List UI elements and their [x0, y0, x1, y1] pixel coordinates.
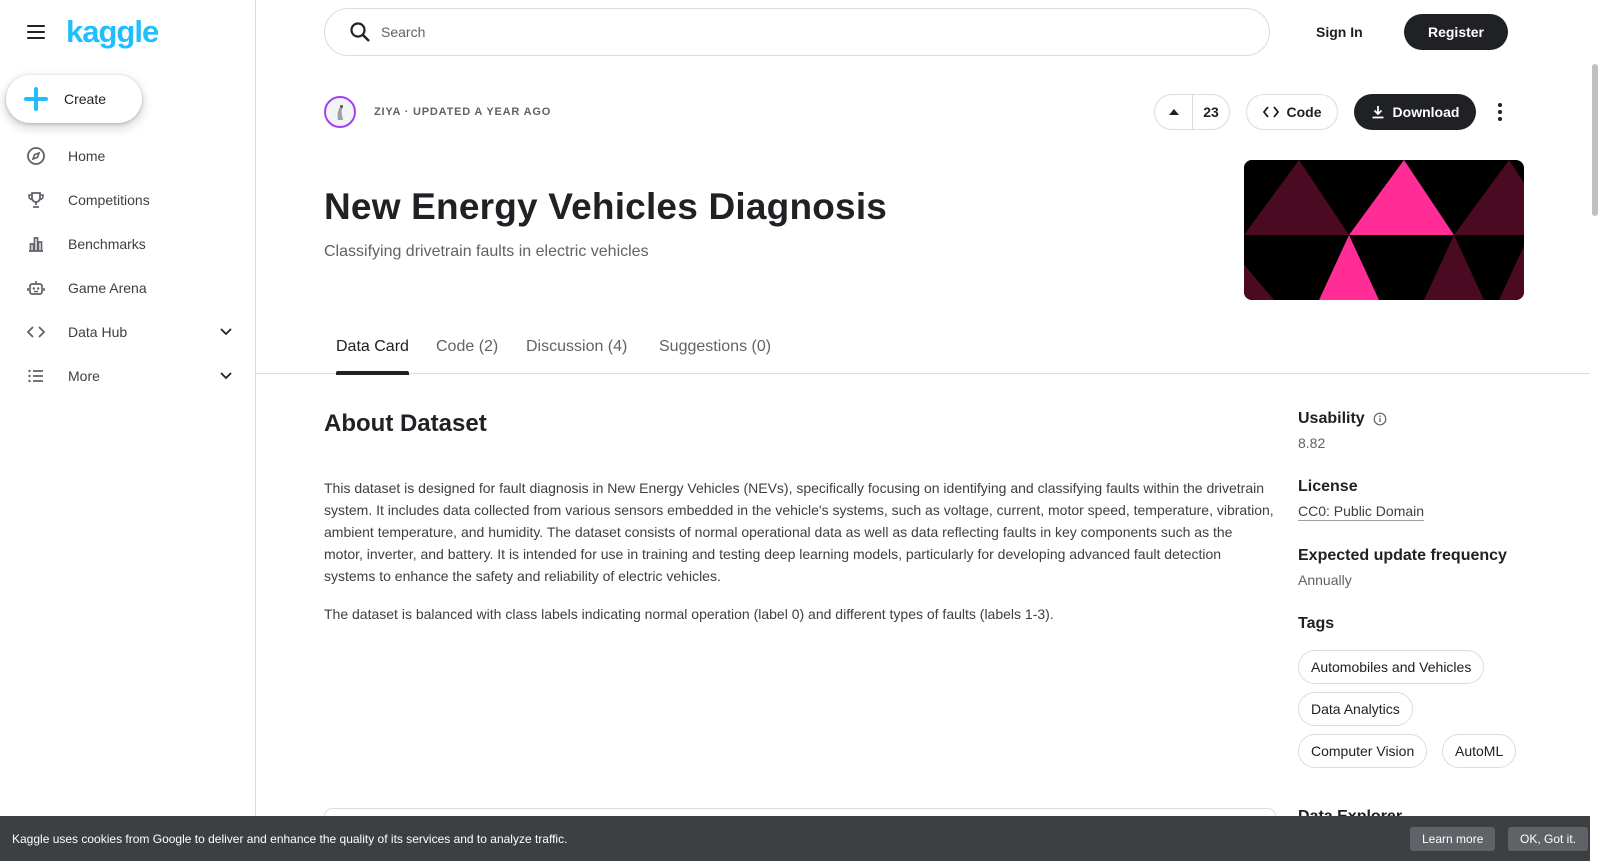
cover-pattern — [1244, 160, 1524, 300]
about-description — [324, 477, 1274, 641]
download-button[interactable] — [1354, 94, 1476, 130]
sidebar-item-competitions[interactable] — [0, 178, 256, 222]
frequency-label: Expected update frequency — [1298, 547, 1507, 564]
usability-value: 8.82 — [1298, 435, 1326, 451]
sidebar-header — [24, 14, 158, 50]
avatar[interactable] — [324, 96, 356, 128]
scrollbar[interactable] — [1590, 0, 1600, 861]
search-input[interactable] — [381, 24, 1181, 40]
sidebar-item-label: Benchmarks — [68, 236, 146, 252]
cookie-banner — [0, 816, 1590, 861]
license-link[interactable]: CC0: Public Domain — [1298, 503, 1425, 519]
sidebar-item-label: Data Hub — [68, 324, 128, 340]
list-icon — [26, 366, 46, 386]
hamburger-menu-icon[interactable] — [24, 20, 48, 44]
code-icon — [1263, 106, 1279, 118]
upvote-button[interactable] — [1155, 95, 1193, 129]
sidebar-item-home[interactable] — [0, 134, 256, 178]
vote-count: 23 — [1203, 104, 1219, 120]
page-title: New Energy Vehicles Diagnosis — [324, 186, 888, 227]
search-bar[interactable] — [324, 8, 1270, 56]
tab-code[interactable]: Code (2) — [436, 338, 499, 355]
info-icon[interactable] — [1373, 412, 1387, 426]
tags-label: Tags — [1298, 615, 1335, 632]
compass-icon — [26, 146, 46, 166]
more-options-icon[interactable] — [1488, 96, 1512, 128]
sidebar-item-label: Home — [68, 148, 106, 164]
upvote-control — [1154, 94, 1230, 130]
sidebar-item-more[interactable] — [0, 354, 256, 398]
tag-chip[interactable]: AutoML — [1442, 734, 1516, 768]
dataset-cover-image — [1244, 160, 1524, 300]
robot-icon — [26, 278, 46, 298]
chevron-down-icon[interactable] — [218, 368, 234, 384]
tab-data-card[interactable]: Data Card — [336, 338, 409, 374]
learn-more-button[interactable]: Learn more — [1410, 827, 1495, 851]
usability-label: Usability — [1298, 410, 1365, 427]
bar-chart-icon — [26, 234, 46, 254]
author-row — [324, 96, 551, 128]
tab-suggestions[interactable]: Suggestions (0) — [659, 338, 772, 355]
frequency-value: Annually — [1298, 572, 1352, 588]
download-button-label: Download — [1392, 104, 1460, 120]
sign-in-button[interactable]: Sign In — [1316, 24, 1363, 40]
usability-heading — [1298, 410, 1387, 428]
kaggle-logo[interactable]: kaggle — [66, 14, 159, 49]
download-icon — [1371, 105, 1385, 119]
code-icon — [26, 322, 46, 342]
tag-chip[interactable]: Data Analytics — [1298, 692, 1413, 726]
tag-chip[interactable]: Computer Vision — [1298, 734, 1427, 768]
sidebar-item-label: Game Arena — [68, 280, 147, 296]
code-button[interactable] — [1246, 94, 1338, 130]
scrollbar-thumb[interactable] — [1592, 64, 1598, 216]
sidebar-item-data-hub[interactable] — [0, 310, 256, 354]
license-label: License — [1298, 478, 1358, 495]
search-icon — [349, 21, 371, 43]
trophy-icon — [26, 190, 46, 210]
create-label: Create — [64, 91, 107, 107]
tab-bar — [256, 330, 1590, 374]
about-heading: About Dataset — [324, 410, 487, 437]
ok-got-it-button[interactable]: OK, Got it. — [1508, 827, 1588, 851]
page-subtitle: Classifying drivetrain faults in electric vehicles — [324, 243, 649, 260]
cookie-text: Kaggle uses cookies from Google to deliver and enhance the quality of its services and to analyze traffic. — [12, 831, 568, 846]
sidebar-nav — [0, 134, 256, 398]
tab-discussion[interactable]: Discussion (4) — [526, 338, 628, 355]
sidebar-item-game-arena[interactable] — [0, 266, 256, 310]
caret-up-icon — [1168, 108, 1180, 116]
create-button[interactable] — [6, 75, 142, 123]
plus-icon — [24, 87, 48, 111]
about-paragraph: This dataset is designed for fault diagnosis in New Energy Vehicles (NEVs), specifically focusing on identifying and classifying faults within the drivetrain system. It includes data collected from various sensors embedded in the vehicle's systems, such as voltage, current, motor speed, temperature, vibration, ambient temperature, and humidity. The dataset consists of normal operational data as well as data reflecting faults in key components such as the motor, inverter, and battery. It is intended for use in training and testing deep learning models, particularly for developing advanced fault detection systems to enhance the safety and reliability of electric vehicles. — [324, 480, 1274, 584]
sidebar-item-benchmarks[interactable] — [0, 222, 256, 266]
sidebar-item-label: More — [68, 368, 100, 384]
tag-chip[interactable]: Automobiles and Vehicles — [1298, 650, 1484, 684]
code-button-label: Code — [1286, 104, 1322, 120]
sidebar — [0, 0, 256, 861]
author-meta: ZIYA · UPDATED A YEAR AGO — [374, 106, 552, 118]
about-paragraph: The dataset is balanced with class labels indicating normal operation (label 0) and different types of faults (labels 1-3). — [324, 606, 1054, 622]
register-button[interactable]: Register — [1404, 14, 1508, 50]
chevron-down-icon[interactable] — [218, 324, 234, 340]
sidebar-item-label: Competitions — [68, 192, 150, 208]
